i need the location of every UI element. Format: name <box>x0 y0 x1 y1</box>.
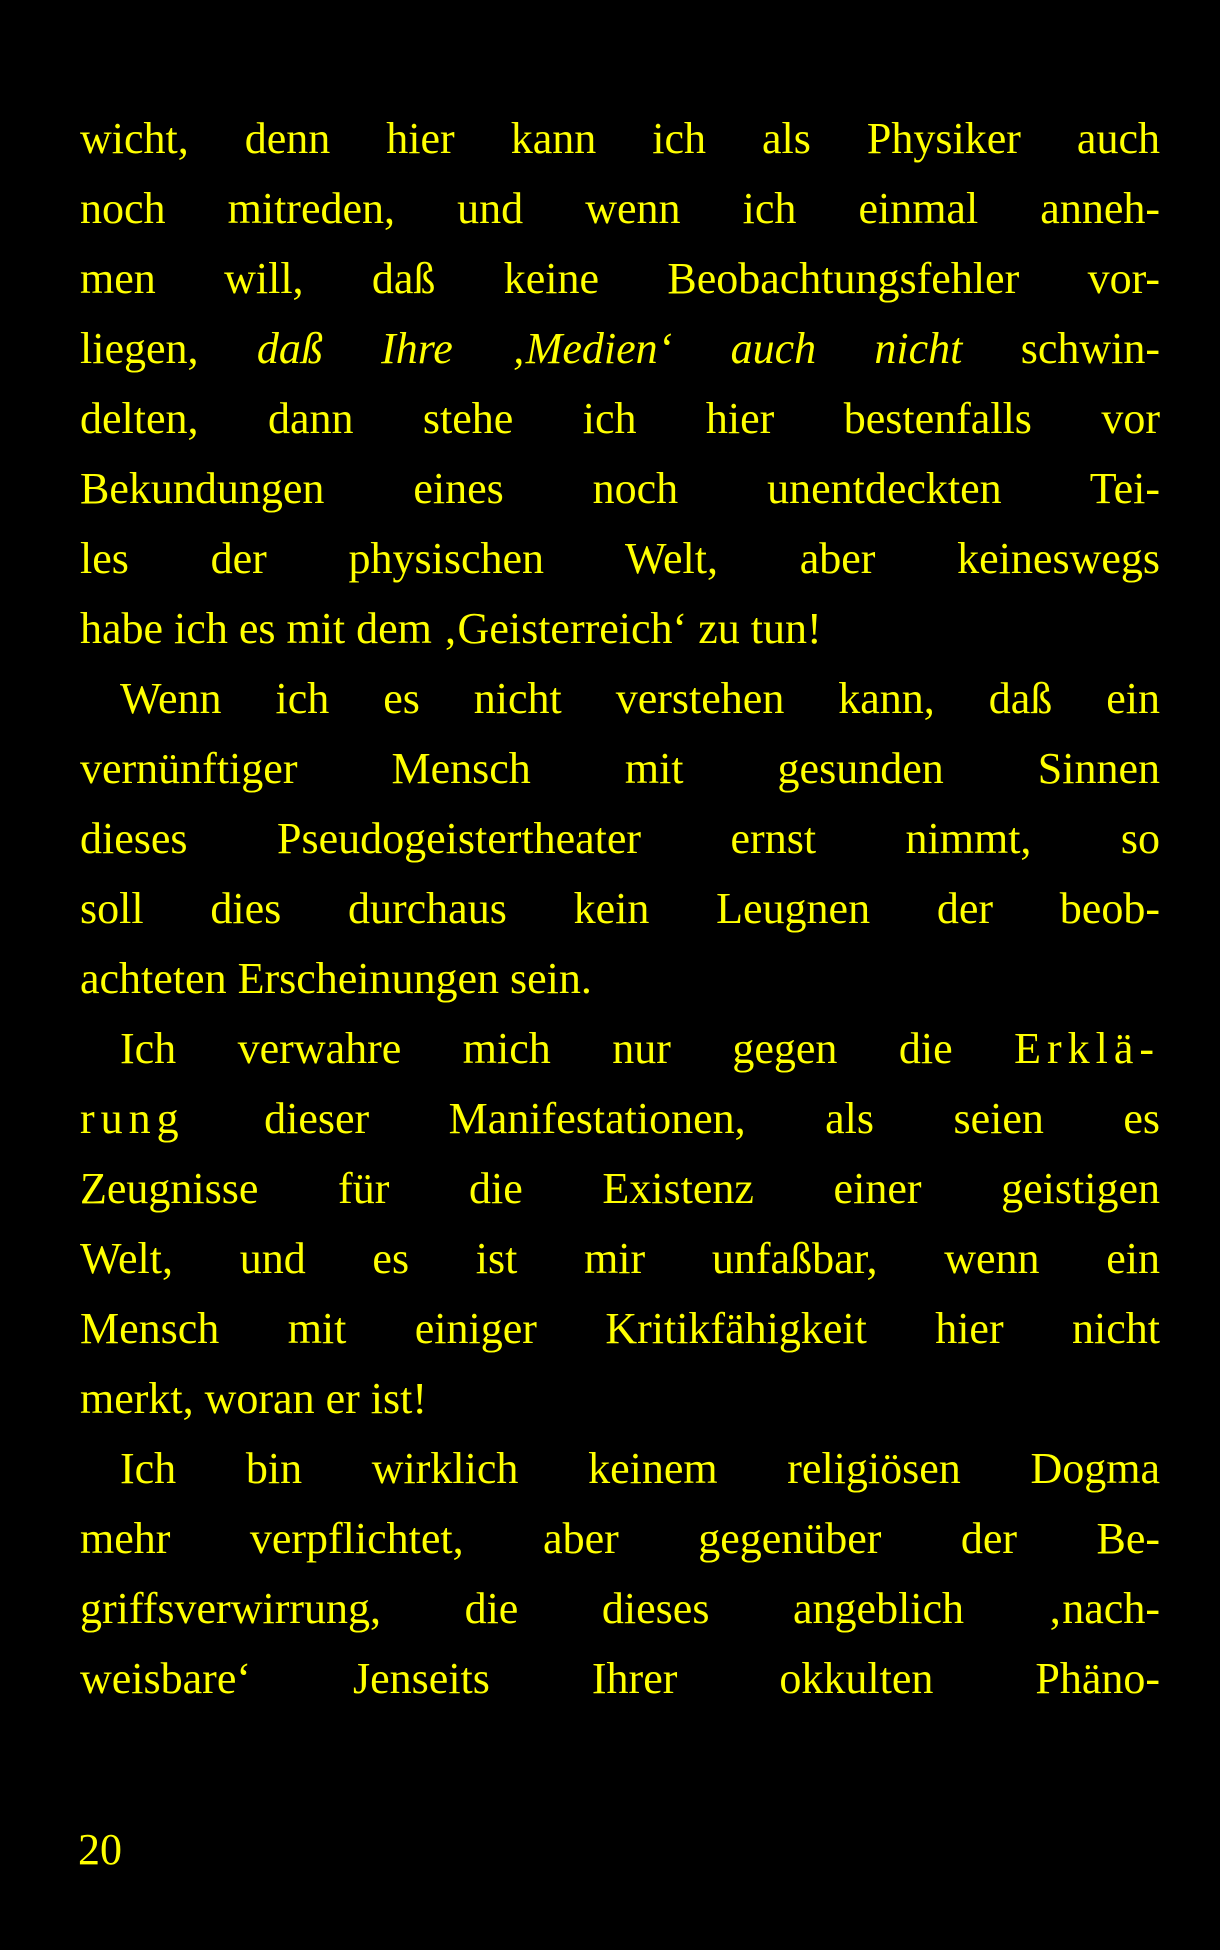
text-line: delten, dann stehe ich hier bestenfalls vor <box>80 394 1160 443</box>
text-line: vernünftiger Mensch mit gesunden Sinnen <box>80 744 1160 793</box>
text-line: weisbare‘ Jenseits Ihrer okkulten Phäno- <box>80 1654 1160 1703</box>
emphasized-text: daß Ihre ‚Medien‘ auch nicht <box>256 324 963 373</box>
paragraph-1 <box>80 104 1160 664</box>
text-line: griffsverwirrung, die dieses angeblich ‚nach- <box>80 1584 1160 1633</box>
text-line: Zeugnisse für die Existenz einer geistigen <box>80 1164 1160 1213</box>
paragraph-4 <box>80 1434 1160 1714</box>
page-number: 20 <box>78 1825 122 1874</box>
text-segment: liegen, <box>80 324 257 373</box>
text-segment: dieser Manifestationen, als seien es <box>184 1094 1160 1143</box>
text-line: Mensch mit einiger Kritikfähigkeit hier nicht <box>80 1304 1160 1353</box>
text-line <box>80 314 1160 384</box>
text-line: Ich bin wirklich keinem religiösen Dogma <box>120 1444 1160 1493</box>
text-line: Wenn ich es nicht verstehen kann, daß ein <box>120 674 1160 723</box>
text-line: les der physischen Welt, aber keineswegs <box>80 534 1160 583</box>
text-segment: schwin- <box>962 324 1161 373</box>
text-line <box>80 1084 1160 1154</box>
text-line: mehr verpflichtet, aber gegenüber der Be- <box>80 1514 1160 1563</box>
text-line: dieses Pseudogeistertheater ernst nimmt, so <box>80 814 1160 863</box>
paragraph-2 <box>80 664 1160 1014</box>
body-text <box>80 104 1160 1714</box>
text-line: achteten Erscheinungen sein. <box>80 954 592 1003</box>
text-line <box>80 1014 1160 1084</box>
spaced-emphasis: rung <box>80 1094 185 1143</box>
text-line: Welt, und es ist mir unfaßbar, wenn ein <box>80 1234 1160 1283</box>
paragraph-3 <box>80 1014 1160 1434</box>
spaced-emphasis: Erklä- <box>1014 1024 1160 1073</box>
text-line: men will, daß keine Beobachtungsfehler vor- <box>80 254 1160 303</box>
text-segment: Ich verwahre mich nur gegen die <box>120 1024 1015 1073</box>
text-line: soll dies durchaus kein Leugnen der beob- <box>80 884 1160 933</box>
text-line: Bekundungen eines noch unentdeckten Tei- <box>80 464 1160 513</box>
text-line: wicht, denn hier kann ich als Physiker auch <box>80 114 1160 163</box>
text-line: habe ich es mit dem ‚Geisterreich‘ zu tun! <box>80 604 822 653</box>
text-line: merkt, woran er ist! <box>80 1374 427 1423</box>
text-line: noch mitreden, und wenn ich einmal anneh- <box>80 184 1160 233</box>
